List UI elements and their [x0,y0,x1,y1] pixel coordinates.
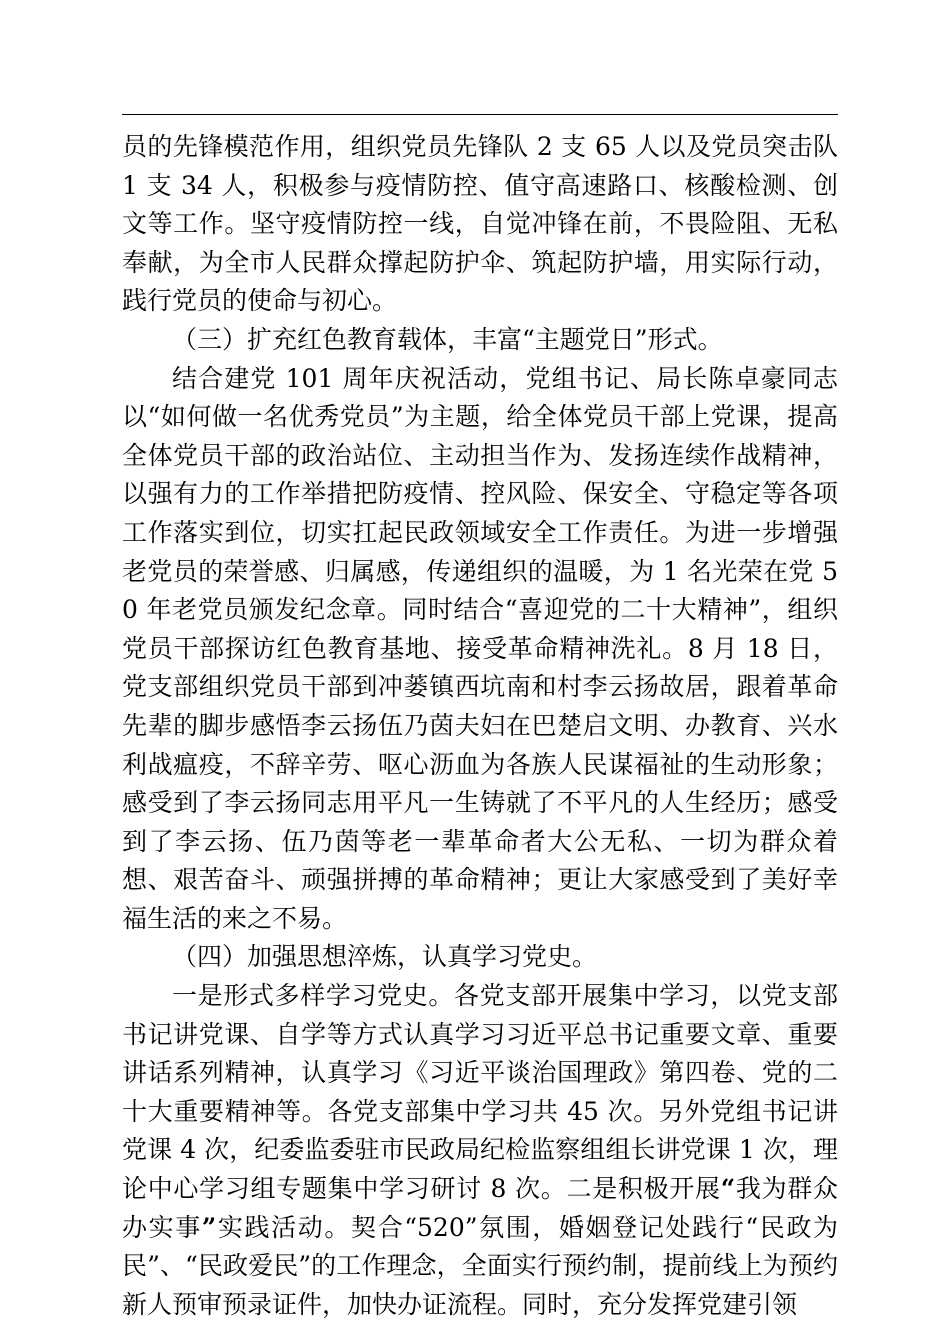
header-rule [122,114,838,115]
quote-close-mark: ” [201,1212,217,1242]
paragraph-party-history-text-2: 实践活动。契合“520”氛围，婚姻登记处践行“民政为民”、“民政爱民”的工作理念，全面实行预约制，提前线上为预约新人预审预录证件，加快办证流程。同时，充分发挥党建引领 [122,1212,838,1319]
section-heading-3: （三）扩充红色教育载体，丰富“主题党日”形式。 [172,324,723,354]
paragraph-party-day: 结合建党 101 周年庆祝活动，党组书记、局长陈卓豪同志以“如何做一名优秀党员”为主题，给全体党员干部上党课，提高全体党员干部的政治站位、主动担当作为、发扬连续作战精神，以强有力的工作举措把防疫情、控风险、保安全、守稳定等各项工作落实到位，切实扛起民政领域安全工作责任。为进一步增强老党员的荣誉感、归属感，传递组织的温暖，为 1 名光荣在党 50 年老党员颁发纪念章。同时结合“喜迎党的二十大精神”，组织党员干部探访红色教育基地、接受革命精神洗礼。8 月 18 日，党支部组织党员干部到冲蒌镇西坑南和村李云扬故居，跟着革命先辈的脚步感悟李云扬伍乃茵夫妇在巴楚启文明、办教育、兴水利战瘟疫，不辞辛劳、呕心沥血为各族人民谋福祉的生动形象；感受到了李云扬同志用平凡一生铸就了不平凡的人生经历；感受到了李云扬、伍乃茵等老一辈革命者大公无私、一切为群众着想、艰苦奋斗、顽强拼搏的革命精神；更让大家感受到了美好幸福生活的来之不易。 [122,363,838,933]
quote-open-mark: “ [720,1174,736,1204]
document-body [122,128,838,1324]
paragraph-continuation: 员的先锋模范作用，组织党员先锋队 2 支 65 人以及党员突击队 1 支 34 人，积极参与疫情防控、值守高速路口、核酸检测、创文等工作。坚守疫情防控一线，自觉冲锋在前，不畏险阻、无私奉献，为全市人民群众撑起防护伞、筑起防护墙，用实际行动，践行党员的使命与初心。 [122,132,838,316]
paragraph-party-history-text-1: 一是形式多样学习党史。各党支部开展集中学习，以党支部书记讲党课、自学等方式认真学习习近平总书记重要文章、重要讲话系列精神，认真学习《习近平谈治国理政》第四卷、党的二十大重要精神等。各党支部集中学习共 45 次。另外党组书记讲党课 4 次，纪委监委驻市民政局纪检监察组组长讲党课 1 次，理论中心学习组专题集中学习研讨 8 次。二是积极开展 [122,981,838,1204]
activity-name: 我为群众办实事 [122,1174,838,1242]
section-heading-4: （四）加强思想淬炼，认真学习党史。 [172,942,598,972]
paragraph-party-history [122,977,838,1324]
